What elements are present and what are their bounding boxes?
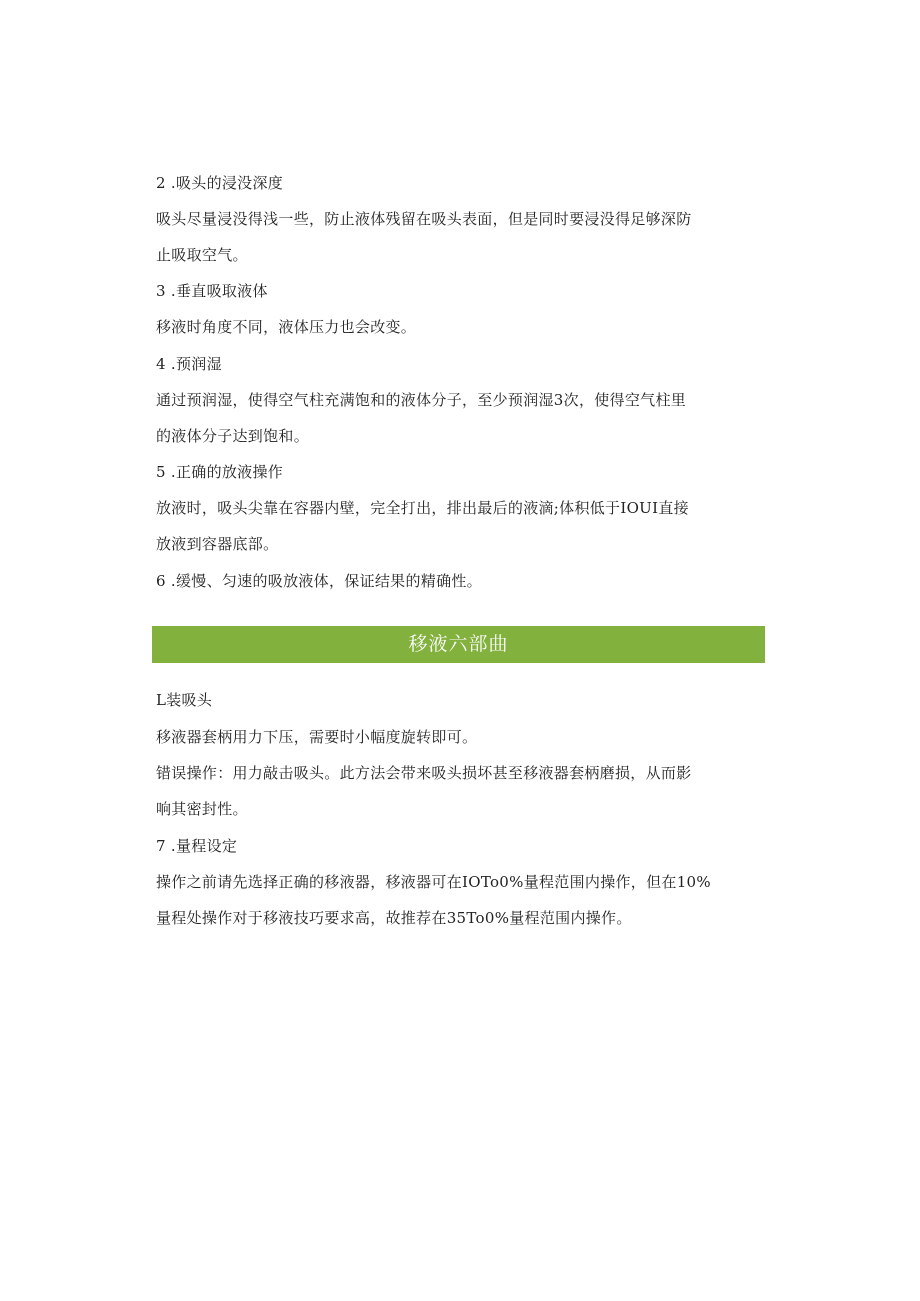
item-body-line: 错误操作：用力敲击吸头。此方法会带来吸头损坏甚至移液器套柄磨损，从而影 <box>156 764 692 782</box>
item-body-line: 吸头尽量浸没得浅一些，防止液体残留在吸头表面，但是同时要浸没得足够深防 <box>156 210 692 228</box>
section-banner <box>152 626 765 663</box>
item-body-line: 的液体分子达到饱和。 <box>156 427 310 445</box>
item-body-line: 响其密封性。 <box>156 800 248 818</box>
item-heading-volume-setting: 7 .量程设定 <box>156 837 238 855</box>
item-heading-steady-pipetting: 6 .缓慢、匀速的吸放液体，保证结果的精确性。 <box>156 572 482 590</box>
item-heading-dispensing: 5 .正确的放液操作 <box>156 463 284 481</box>
item-heading-install-tip: L装吸头 <box>156 691 213 709</box>
item-heading-vertical-aspiration: 3 .垂直吸取液体 <box>156 282 268 300</box>
item-body-line: 放液到容器底部。 <box>156 535 279 553</box>
item-heading-immersion-depth: 2 .吸头的浸没深度 <box>156 174 284 192</box>
item-heading-pre-wetting: 4 .预润湿 <box>156 355 222 373</box>
banner-title: 移液六部曲 <box>408 633 509 655</box>
item-body-line: 放液时，吸头尖靠在容器内壁，完全打出，排出最后的液滴;体积低于IOUI直接 <box>156 499 689 517</box>
item-body-line: 止吸取空气。 <box>156 246 248 264</box>
item-body-line: 通过预润湿，使得空气柱充满饱和的液体分子，至少预润湿3次，使得空气柱里 <box>156 391 687 409</box>
item-body-line: 移液器套柄用力下压，需要时小幅度旋转即可。 <box>156 728 478 746</box>
item-body-line: 量程处操作对于移液技巧要求高，故推荐在35To0%量程范围内操作。 <box>156 909 632 927</box>
item-body-line: 移液时角度不同，液体压力也会改变。 <box>156 318 417 336</box>
item-body-line: 操作之前请先选择正确的移液器，移液器可在IOTo0%量程范围内操作，但在10% <box>156 873 711 891</box>
